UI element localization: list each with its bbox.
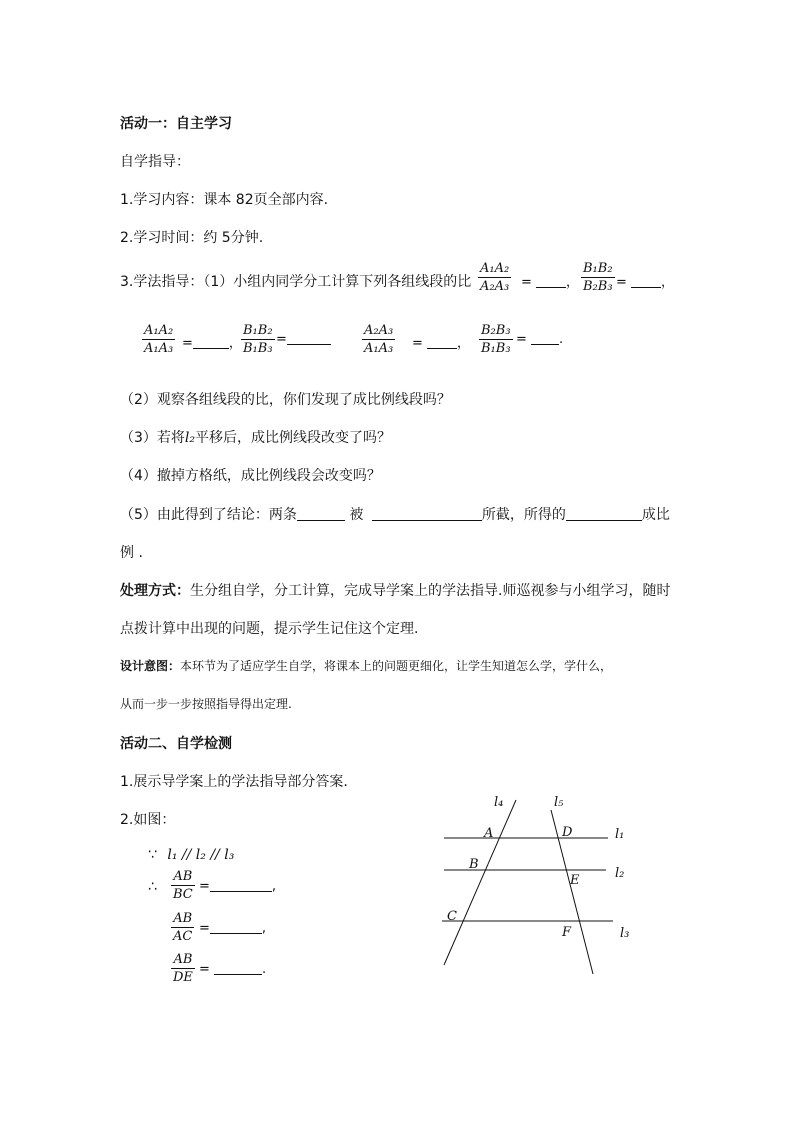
therefore-symbol: ∴ bbox=[148, 879, 157, 895]
equals-sign: = bbox=[516, 332, 527, 347]
question-5 bbox=[120, 504, 670, 524]
question-3 bbox=[120, 427, 391, 447]
point-E: E bbox=[570, 873, 580, 888]
ratio-fraction bbox=[362, 322, 395, 357]
ratio-denominator: B₁B₃ bbox=[481, 341, 511, 356]
answer-blank[interactable] bbox=[372, 508, 482, 521]
ratio-denominator: B₂B₃ bbox=[583, 279, 613, 294]
process-label: 处理方式： bbox=[120, 583, 190, 599]
fraction-denominator: BC bbox=[173, 887, 193, 902]
q3-text-b: 平移后，成比例线段改变了吗？ bbox=[195, 430, 392, 446]
q5-text-d: 成比 bbox=[641, 507, 670, 523]
design-line-1 bbox=[120, 657, 612, 674]
label-l2: l₂ bbox=[615, 866, 625, 881]
item2-text: 2.学习时间：约 5分钟. bbox=[120, 230, 264, 246]
answer-blank[interactable] bbox=[210, 879, 272, 892]
question-5-cont: 例 . bbox=[120, 545, 143, 561]
answer-blank[interactable] bbox=[287, 332, 331, 345]
item3-text: 3.学法指导：（1）小组内同学分工计算下列各组线段的比 bbox=[120, 274, 472, 290]
guide-label: 自学指导： bbox=[120, 154, 190, 170]
point-C: C bbox=[447, 909, 457, 924]
fraction-sep: . bbox=[262, 962, 267, 977]
ratio-numerator: A₁A₂ bbox=[480, 261, 510, 276]
point-D: D bbox=[562, 825, 573, 840]
ratio-numerator: A₂A₃ bbox=[364, 323, 394, 338]
q5-text-c: 所截，所得的 bbox=[481, 507, 566, 523]
fraction-numerator: AB bbox=[173, 869, 193, 884]
activity2-item2: 2.如图： bbox=[120, 812, 176, 828]
answer-blank[interactable] bbox=[297, 508, 345, 521]
question-2: （2）观察各组线段的比，你们发现了成比例线段吗？ bbox=[120, 392, 451, 408]
point-F: F bbox=[562, 925, 572, 940]
ratio-denominator: B₁B₃ bbox=[243, 341, 273, 356]
ratio-sep: . bbox=[559, 332, 564, 347]
ratio-answer bbox=[182, 332, 242, 351]
answer-blank[interactable] bbox=[631, 275, 661, 288]
equals-sign: = bbox=[412, 336, 423, 351]
fraction-answer: = . bbox=[199, 962, 267, 977]
equals-sign: = bbox=[276, 332, 287, 347]
answer-blank[interactable] bbox=[210, 921, 262, 934]
q5-text-b: 被 bbox=[349, 507, 364, 523]
question-4: （4）撤掉方格纸，成比例线段会改变吗？ bbox=[120, 468, 381, 484]
ratio-denominator: A₁A₃ bbox=[364, 341, 394, 356]
ratio-answer bbox=[412, 332, 470, 351]
answer-blank[interactable] bbox=[531, 332, 559, 345]
answer-blank[interactable] bbox=[193, 336, 229, 349]
ratio-numerator: A₁A₂ bbox=[144, 323, 174, 338]
process-line-2: 点拨计算中出现的问题，提示学生记住这个定理. bbox=[120, 621, 419, 637]
ratio-numerator: B₁B₂ bbox=[243, 323, 273, 338]
process-text: 生分组自学，分工计算，完成导学案上的学法指导.师巡视参与小组学习，随时 bbox=[190, 583, 671, 599]
equals-sign: = bbox=[182, 336, 193, 351]
point-B: B bbox=[469, 857, 479, 872]
result-fraction bbox=[171, 868, 195, 903]
ratio-fraction bbox=[478, 260, 511, 295]
result-fraction bbox=[171, 951, 195, 986]
answer-blank[interactable] bbox=[427, 336, 457, 349]
activity1-title: 活动一：自主学习 bbox=[120, 116, 232, 132]
fraction-denominator: AC bbox=[173, 929, 193, 944]
ratio-denominator: A₂A₃ bbox=[480, 279, 510, 294]
label-l5: l₅ bbox=[554, 795, 564, 810]
label-l3: l₃ bbox=[620, 926, 630, 941]
fraction-numerator: AB bbox=[173, 952, 193, 967]
ratio-answer bbox=[616, 271, 674, 290]
fraction-answer: = , bbox=[199, 921, 267, 936]
fraction-sep: , bbox=[261, 921, 267, 936]
design-line-2: 从而一步一步按照指导得出定理. bbox=[120, 697, 292, 711]
ratio-answer bbox=[516, 332, 563, 347]
ratio-fraction bbox=[479, 322, 513, 357]
line-l4 bbox=[444, 800, 516, 965]
label-l4: l₄ bbox=[494, 795, 504, 810]
because-line bbox=[148, 847, 234, 863]
ratio-denominator: A₁A₃ bbox=[144, 341, 174, 356]
ratio-fraction bbox=[142, 322, 175, 357]
design-text: 本环节为了适应学生自学，将课本上的问题更细化，让学生知道怎么学，学什么， bbox=[180, 659, 613, 673]
ratio-answer bbox=[276, 332, 331, 347]
process-line-1 bbox=[120, 580, 670, 600]
ratio-answer bbox=[521, 271, 579, 290]
fraction-numerator: AB bbox=[173, 911, 193, 926]
result-fraction bbox=[171, 910, 194, 945]
design-label: 设计意图： bbox=[120, 659, 181, 673]
activity2-title: 活动二、自学检测 bbox=[120, 736, 232, 752]
ratio-sep: ， bbox=[228, 336, 242, 351]
parallel-lines-figure bbox=[430, 790, 650, 990]
activity2-item1: 1.展示导学案上的学法指导部分答案. bbox=[120, 774, 348, 790]
ratio-numerator: B₂B₃ bbox=[481, 323, 511, 338]
equals-sign: = bbox=[616, 275, 627, 290]
fraction-sep: , bbox=[271, 879, 277, 894]
equals-sign: = bbox=[521, 275, 532, 290]
point-A: A bbox=[484, 826, 494, 841]
ratio-sep: ， bbox=[566, 275, 580, 290]
ratio-sep: ， bbox=[457, 336, 471, 351]
q3-text-a: （3）若将 bbox=[120, 430, 185, 446]
fraction-answer: = , bbox=[199, 879, 277, 894]
ratio-sep: ， bbox=[661, 275, 675, 290]
label-l1: l₁ bbox=[615, 827, 625, 842]
because-symbol: ∵ bbox=[148, 847, 157, 863]
parallel-statement: l₁ // l₂ // l₃ bbox=[167, 847, 235, 863]
l2-variable: l₂ bbox=[184, 430, 196, 446]
answer-blank[interactable] bbox=[214, 962, 262, 975]
fraction-denominator: DE bbox=[173, 970, 193, 985]
answer-blank[interactable] bbox=[566, 508, 642, 521]
ratio-fraction bbox=[241, 322, 275, 357]
item1-text: 1.学习内容：课本 82页全部内容. bbox=[120, 192, 329, 208]
q5-text-a: （5）由此得到了结论：两条 bbox=[120, 507, 297, 523]
ratio-fraction bbox=[581, 260, 615, 295]
ratio-numerator: B₁B₂ bbox=[583, 261, 613, 276]
answer-blank[interactable] bbox=[536, 275, 566, 288]
